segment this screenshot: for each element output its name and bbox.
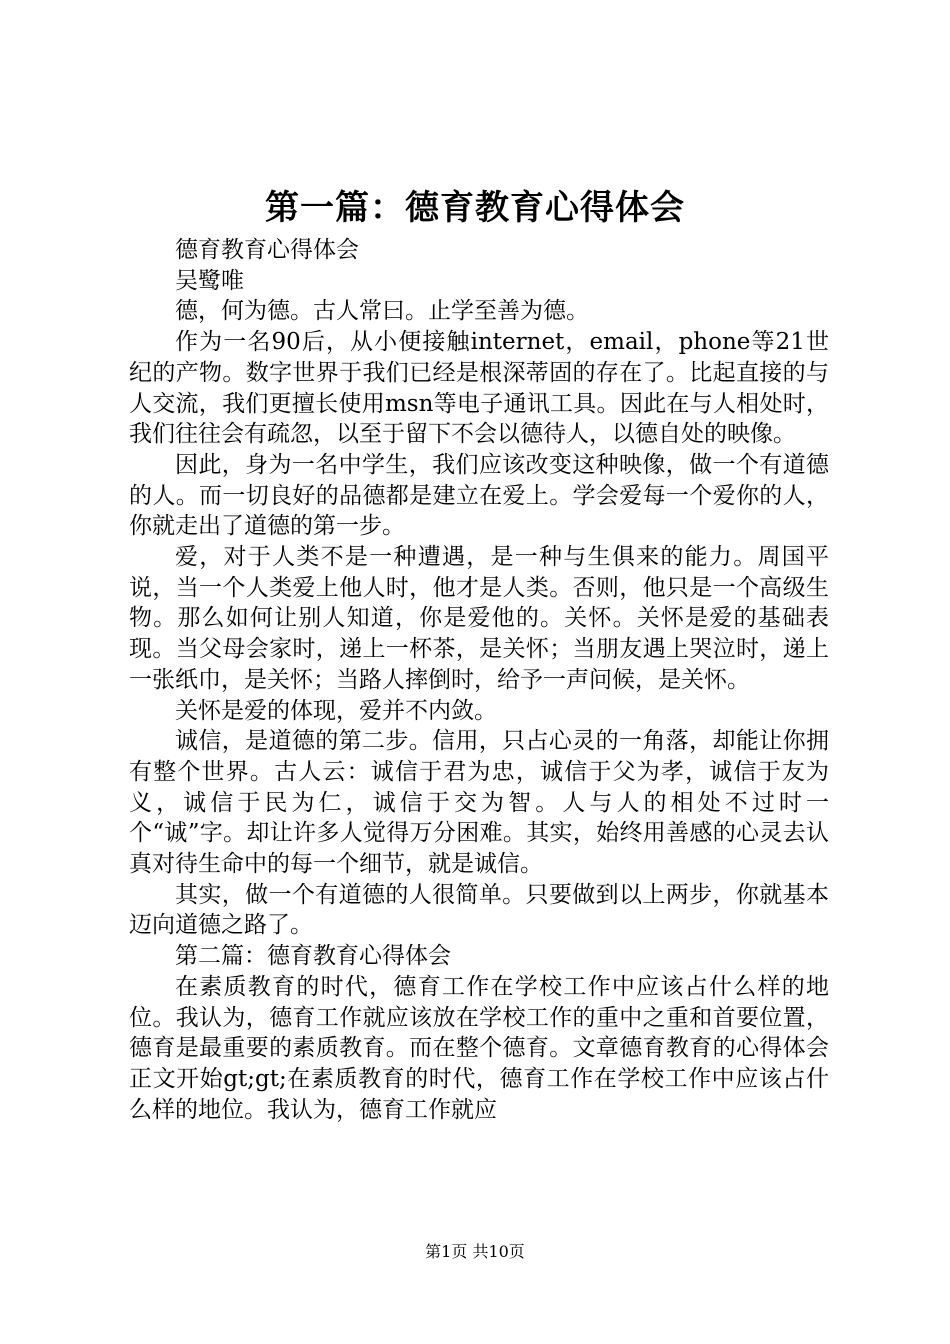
paragraph: 诚信，是道德的第二步。信用，只占心灵的一角落，却能让你拥有整个世界。古人云：诚信于君为忠，诚信于父为孝，诚信于友为义，诚信于民为仁，诚信于交为智。人与人的相处不过时一个“诚”字。却让许多人觉得万分困难。其实，始终用善感的心灵去认真对待生命中的每一个细节，就是诚信。 bbox=[129, 728, 829, 878]
paragraph: 在素质教育的时代，德育工作在学校工作中应该占什么样的地位。我认为，德育工作就应该放在学校工作的重中之重和首要位置，德育是最重要的素质教育。而在整个德育。文章德育教育的心得体会正文开始gt;gt;在素质教育的时代，德育工作在学校工作中应该占什么样的地位。我认为，德育工作就应 bbox=[129, 973, 829, 1123]
paragraph: 关怀是爱的体现，爱并不内敛。 bbox=[175, 697, 497, 724]
paragraph: 作为一名90后，从小便接触internet，email，phone等21世纪的产物。数字世界于我们已经是根深蒂固的存在了。比起直接的与人交流，我们更擅长使用msn等电子通讯工具。因此在与人相处时，我们往往会有疏忽，以至于留下不会以德待人，以德自处的映像。 bbox=[129, 329, 829, 448]
paragraph: 爱，对于人类不是一种遭遇，是一种与生俱来的能力。周国平说，当一个人类爱上他人时，他才是人类。否则，他只是一个高级生物。那么如何让别人知道，你是爱他的。关怀。关怀是爱的基础表现。当父母会家时，递上一杯茶，是关怀；当朋友遇上哭泣时，递上一张纸巾，是关怀；当路人摔倒时，给予一声问候，是关怀。 bbox=[129, 544, 829, 693]
section-heading: 第二篇：德育教育心得体会 bbox=[175, 943, 451, 970]
paragraph: 因此，身为一名中学生，我们应该改变这种映像，做一个有道德的人。而一切良好的品德都是建立在爱上。学会爱每一个爱你的人，你就走出了道德的第一步。 bbox=[129, 451, 829, 540]
page-footer: 第1页 共10页 bbox=[425, 1242, 525, 1261]
paragraph: 其实，做一个有道德的人很简单。只要做到以上两步，你就基本迈向道德之路了。 bbox=[129, 881, 829, 939]
paragraph: 德，何为德。古人常曰。止学至善为德。 bbox=[175, 298, 589, 325]
document-body bbox=[129, 235, 829, 1125]
paragraph-subtitle: 德育教育心得体会 bbox=[175, 237, 359, 263]
paragraph-author: 吴鹭唯 bbox=[175, 267, 244, 294]
document-title: 第一篇：德育教育心得体会 bbox=[265, 188, 685, 228]
